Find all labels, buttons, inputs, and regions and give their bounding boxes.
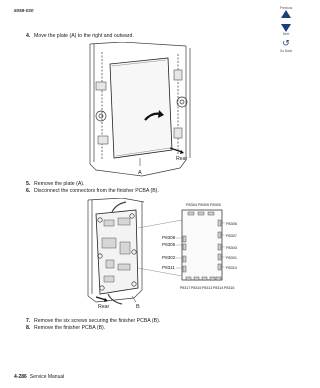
page-footer	[14, 374, 64, 380]
model-number: 5058-030	[14, 8, 34, 13]
page-number: 4-286	[14, 374, 27, 380]
connector-label-right: P8301	[226, 256, 237, 260]
next-button[interactable]	[277, 24, 295, 36]
connector-label-left: P8302	[162, 255, 176, 260]
step-number: 8.	[26, 325, 31, 331]
previous-button[interactable]	[277, 6, 295, 18]
step-5	[26, 181, 84, 187]
step-text: Remove the plate (A).	[34, 181, 85, 187]
connector-label-left: P8308	[162, 235, 176, 240]
step-4	[26, 33, 134, 39]
step-text: Move the plate (A) to the right and outward.	[34, 33, 134, 39]
connector-label-right: P8307	[226, 234, 237, 238]
connector-label-bottom: P8314	[213, 286, 224, 290]
connector-label-bottom: P8313	[202, 286, 213, 290]
connector-label-left: P8311	[162, 265, 175, 270]
callout-b: B	[136, 304, 140, 310]
go-back-button[interactable]	[277, 40, 295, 53]
connector-label-right: P8303	[226, 246, 237, 250]
arrow-up-icon	[281, 10, 291, 18]
connector-label-bottom: P8316	[224, 286, 235, 290]
step-8	[26, 325, 105, 331]
step-number: 4.	[26, 33, 31, 39]
go-back-label: Go Back	[279, 49, 293, 53]
step-6	[26, 188, 159, 194]
connector-label-top: P8309	[198, 203, 209, 207]
finisher-pcba-illustration	[82, 198, 258, 312]
connector-label-bottom: P8317	[180, 286, 191, 290]
callout-a: A	[138, 170, 142, 176]
rear-label: Rear	[98, 304, 110, 310]
arrow-down-icon	[281, 24, 291, 32]
connector-label-right: P8310	[226, 266, 237, 270]
manual-title: Service Manual	[29, 374, 65, 380]
step-number: 6.	[26, 188, 31, 194]
plate-removal-illustration	[82, 42, 202, 177]
step-text: Remove the finisher PCBA (B).	[34, 325, 106, 331]
step-number: 5.	[26, 181, 31, 187]
step-7	[26, 318, 160, 324]
connector-label-top: P8300	[210, 203, 221, 207]
step-text: Remove the six screws securing the finisher PCBA (B).	[34, 318, 161, 324]
go-back-icon: ↺	[282, 39, 290, 49]
connector-label-bottom: P8315	[191, 286, 202, 290]
step-text: Disconnect the connectors from the finisher PCBA (B).	[34, 188, 159, 194]
connector-label-right: P8306	[226, 222, 237, 226]
next-label: Next	[282, 32, 290, 36]
connector-label-left: P8305	[162, 242, 176, 247]
connector-label-top: P8304	[186, 203, 197, 207]
step-number: 7.	[26, 318, 31, 324]
rear-label: Rear	[176, 156, 188, 162]
previous-label: Previous	[279, 6, 293, 10]
